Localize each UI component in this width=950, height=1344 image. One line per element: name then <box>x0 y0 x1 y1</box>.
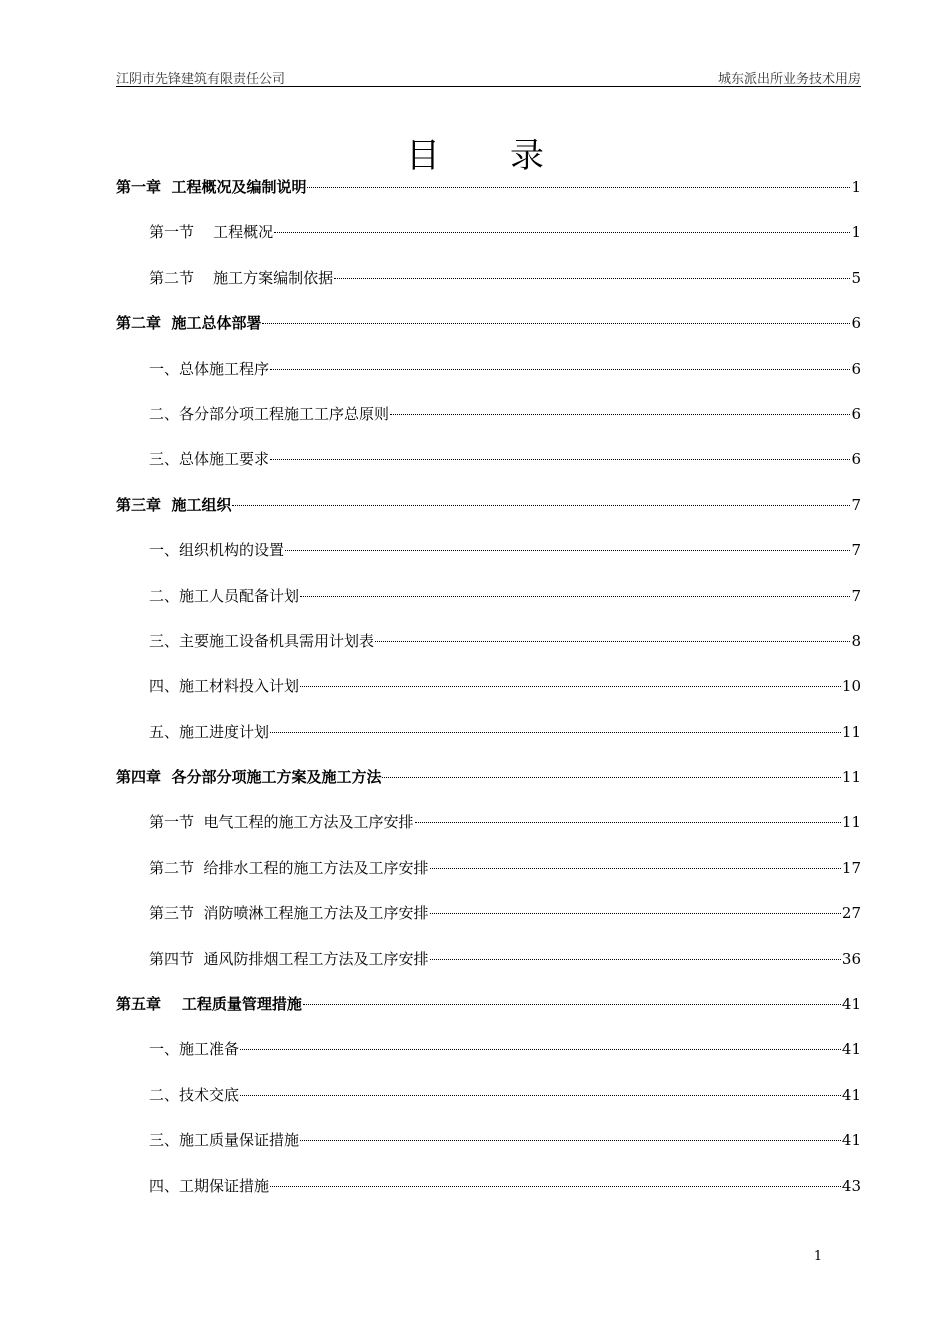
toc-chapter-entry[interactable] <box>116 494 861 539</box>
toc-section-entry[interactable] <box>116 358 861 403</box>
toc-entry-page: 6 <box>851 404 861 423</box>
toc-entry-page: 11 <box>841 722 861 741</box>
toc-chapter-entry[interactable] <box>116 312 861 357</box>
toc-entry-label: 第三节 消防喷淋工程施工方法及工序安排 <box>149 904 429 923</box>
toc-leader-dots <box>430 868 841 869</box>
toc-entry-label: 第二节 给排水工程的施工方法及工序安排 <box>149 858 429 877</box>
toc-entry-page: 10 <box>841 677 861 696</box>
toc-entry-label: 二、施工人员配备计划 <box>149 586 300 605</box>
toc-entry-label: 二、技术交底 <box>149 1085 240 1104</box>
toc-section-entry[interactable] <box>116 539 861 584</box>
toc-leader-dots <box>430 913 841 914</box>
page-title: 目录 <box>406 136 614 176</box>
toc-leader-dots <box>300 1140 841 1141</box>
toc-entry-label: 一、总体施工程序 <box>149 359 270 378</box>
toc-entry-page: 41 <box>841 1131 861 1150</box>
toc-entry-page: 36 <box>841 949 861 968</box>
toc-section-entry[interactable] <box>116 630 861 675</box>
toc-entry-page: 1 <box>851 178 861 196</box>
toc-entry-label: 第二节 施工方案编制依据 <box>149 268 334 287</box>
toc-entry-label: 一、施工准备 <box>149 1040 240 1059</box>
toc-entry-page: 41 <box>841 1085 861 1104</box>
toc-entry-label: 第二章 施工总体部署 <box>116 314 262 333</box>
toc-section-entry[interactable] <box>116 811 861 856</box>
toc-entry-label: 第四章 各分部分项施工方案及施工方法 <box>116 768 382 787</box>
table-of-contents <box>116 176 861 1220</box>
toc-entry-page: 5 <box>851 268 861 287</box>
toc-entry-page: 27 <box>841 904 861 923</box>
toc-entry-label: 一、组织机构的设置 <box>149 541 285 560</box>
toc-entry-page: 1 <box>851 223 861 242</box>
toc-entry-page: 6 <box>851 359 861 378</box>
toc-entry-label: 三、总体施工要求 <box>149 450 270 469</box>
toc-entry-page: 11 <box>841 768 861 787</box>
toc-section-entry[interactable] <box>116 675 861 720</box>
toc-entry-label: 第三章 施工组织 <box>116 495 232 514</box>
toc-leader-dots <box>300 596 850 597</box>
toc-entry-label: 第一节 工程概况 <box>149 223 274 242</box>
toc-leader-dots <box>375 641 850 642</box>
toc-leader-dots <box>300 686 841 687</box>
toc-entry-page: 7 <box>851 586 861 605</box>
toc-section-entry[interactable] <box>116 1175 861 1220</box>
toc-leader-dots <box>303 1004 841 1005</box>
toc-entry-label: 三、主要施工设备机具需用计划表 <box>149 631 375 650</box>
toc-leader-dots <box>430 959 841 960</box>
toc-section-entry[interactable] <box>116 448 861 493</box>
toc-leader-dots <box>390 414 850 415</box>
toc-leader-dots <box>270 369 850 370</box>
toc-leader-dots <box>270 732 841 733</box>
toc-leader-dots <box>415 822 841 823</box>
toc-entry-page: 41 <box>841 995 861 1014</box>
toc-section-entry[interactable] <box>116 403 861 448</box>
toc-leader-dots <box>232 505 850 506</box>
toc-chapter-entry[interactable] <box>116 766 861 811</box>
toc-entry-page: 17 <box>841 858 861 877</box>
toc-leader-dots <box>285 550 850 551</box>
toc-section-entry[interactable] <box>116 1038 861 1083</box>
toc-entry-page: 41 <box>841 1040 861 1059</box>
toc-entry-page: 11 <box>841 813 861 832</box>
toc-entry-label: 二、各分部分项工程施工工序总原则 <box>149 404 390 423</box>
toc-entry-page: 43 <box>841 1176 861 1195</box>
toc-entry-label: 第五章 工程质量管理措施 <box>116 995 302 1014</box>
toc-entry-label: 三、施工质量保证措施 <box>149 1131 300 1150</box>
toc-chapter-entry[interactable] <box>116 176 861 221</box>
toc-entry-page: 6 <box>851 314 861 333</box>
toc-leader-dots <box>307 187 850 188</box>
toc-chapter-entry[interactable] <box>116 993 861 1038</box>
toc-entry-page: 6 <box>851 450 861 469</box>
header-project: 城东派出所业务技术用房 <box>717 72 861 87</box>
toc-section-entry[interactable] <box>116 857 861 902</box>
toc-leader-dots <box>334 278 850 279</box>
toc-entry-label: 第一节 电气工程的施工方法及工序安排 <box>149 813 414 832</box>
toc-section-entry[interactable] <box>116 902 861 947</box>
toc-entry-label: 第四节 通风防排烟工程工方法及工序安排 <box>149 949 429 968</box>
toc-leader-dots <box>382 777 840 778</box>
toc-entry-page: 8 <box>851 631 861 650</box>
toc-section-entry[interactable] <box>116 948 861 993</box>
toc-entry-page: 7 <box>851 541 861 560</box>
toc-entry-label: 第一章 工程概况及编制说明 <box>116 178 307 196</box>
toc-section-entry[interactable] <box>116 585 861 630</box>
toc-section-entry[interactable] <box>116 721 861 766</box>
toc-leader-dots <box>274 232 850 233</box>
toc-section-entry[interactable] <box>116 1084 861 1129</box>
toc-entry-label: 四、工期保证措施 <box>149 1176 270 1195</box>
page-number: 1 <box>813 1249 823 1264</box>
page-header <box>116 66 861 87</box>
toc-leader-dots <box>270 1186 841 1187</box>
toc-leader-dots <box>270 459 850 460</box>
toc-section-entry[interactable] <box>116 267 861 312</box>
toc-entry-label: 五、施工进度计划 <box>149 722 270 741</box>
toc-entry-page: 7 <box>851 495 861 514</box>
toc-entry-label: 四、施工材料投入计划 <box>149 677 300 696</box>
toc-section-entry[interactable] <box>116 1129 861 1174</box>
toc-section-entry[interactable] <box>116 221 861 266</box>
toc-leader-dots <box>240 1049 841 1050</box>
header-company: 江阴市先锋建筑有限责任公司 <box>116 72 286 87</box>
toc-leader-dots <box>240 1095 841 1096</box>
toc-leader-dots <box>262 323 850 324</box>
